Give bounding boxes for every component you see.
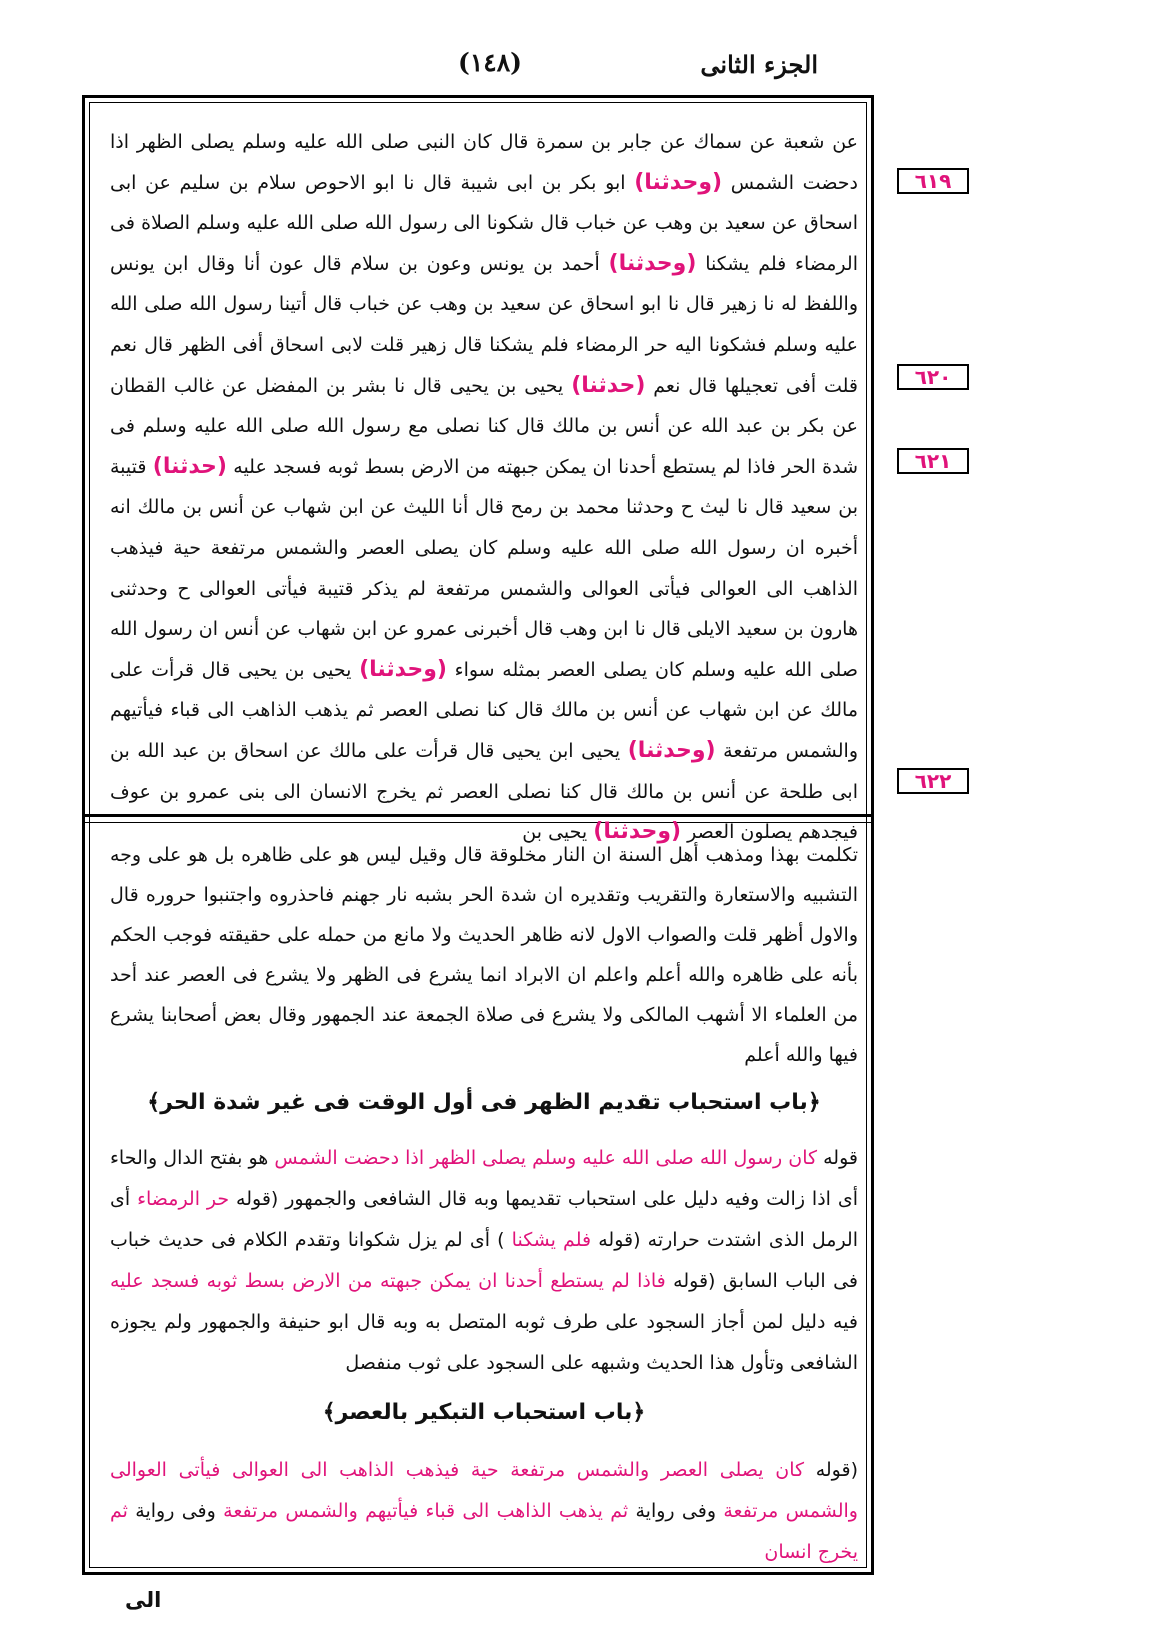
hadith-number-621: ٦٢١ xyxy=(897,448,969,474)
matn-part: عن شعبة عن سماك عن جابر بن سمرة قال كان النبى صلى الله عليه وسلم يصلى الظهر اذا دحضت الشمس xyxy=(110,131,859,194)
quoted-matn: فلم يشكنا xyxy=(511,1229,592,1251)
chapter-heading-2: ﴿باب استحباب التبكير بالعصر﴾ xyxy=(322,1400,646,1425)
catchword: الى xyxy=(125,1588,162,1612)
matn-part: يحيى بن يحيى قال قرأت على مالك عن ابن شهاب عن أنس بن مالك قال كنا نصلى العصر ثم يذهب الذاهب الى قباء فيأتيهم والشمس مرتفعة xyxy=(110,658,859,762)
hadith-number-620: ٦٢٠ xyxy=(897,364,969,390)
haddathana-marker: (وحدثنا) xyxy=(627,737,716,763)
commentary-text: وفى رواية xyxy=(635,1500,716,1522)
haddathana-marker: (حدثنا) xyxy=(152,453,227,479)
quoted-matn: كان رسول الله صلى الله عليه وسلم يصلى الظهر اذا دحضت الشمس xyxy=(274,1147,818,1169)
page-number: (١٤٨) xyxy=(458,48,522,77)
commentary-text: ) أى لم يزل شكوانا وتقدم الكلام فى حديث خباب فى الباب السابق (قوله xyxy=(110,1229,858,1292)
quoted-matn: فاذا لم يستطع أحدنا ان يمكن جبهته من الارض بسط ثوبه فسجد عليه xyxy=(110,1270,666,1292)
commentary-text: فيه دليل لمن أجاز السجود على طرف ثوبه المتصل به وبه قال ابو حنيفة والجمهور ولم يجوزه الشافعى وتأول هذا الحديث وشبهه على السجود على ثوب منفصل xyxy=(110,1311,858,1374)
quoted-matn: كان يصلى العصر والشمس مرتفعة حية فيذهب الذاهب الى العوالى فيأتى العوالى والشمس مرتفعة xyxy=(110,1459,858,1522)
commentary-text: قوله xyxy=(823,1147,858,1169)
matn-hadith-text xyxy=(110,122,859,845)
quoted-matn: ثم يذهب الذاهب الى قباء فيأتيهم والشمس مرتفعة xyxy=(223,1500,629,1522)
hadith-number-622: ٦٢٢ xyxy=(897,768,969,794)
matn-part: يحيى ابن يحيى قال قرأت على مالك عن اسحاق بن عبد الله بن ابى طلحة عن أنس بن مالك قال كنا نصلى العصر ثم يخرج الانسان الى بنى عمرو بن عوف فيجدهم يصلون العصر xyxy=(110,739,858,844)
commentary-text: هو بفتح الدال والحاء أى اذا زالت وفيه دليل على استحباب تقديمها وبه قال الشافعى والجمهور (قوله xyxy=(110,1147,858,1210)
hadith-number-619: ٦١٩ xyxy=(897,168,969,194)
chapter-heading-1: ﴿باب استحباب تقديم الظهر فى أول الوقت فى غير شدة الحر﴾ xyxy=(147,1090,821,1115)
haddathana-marker: (وحدثنا) xyxy=(359,656,447,682)
matn-part: قتيبة بن سعيد قال نا ليث ح وحدثنا محمد بن رمح قال أنا الليث عن ابن شهاب عن أنس بن مالك انه أخبره ان رسول الله صلى الله عليه وسلم كان يصلى العصر والشمس مرتفعة حية فيذهب الذاهب الى العوالى فيأتى العوالى والشمس مرتفعة لم يذكر قتيبة فيأتى العوالى ح وحدثنى هارون بن سعيد الايلى قال نا ابن وهب قال أخبرنى عمرو عن ابن شهاب عن أنس ان رسول الله صلى الله عليه وسلم كان يصلى العصر بمثله سواء xyxy=(110,455,858,681)
commentary-text: أى الرمل الذى اشتدت حرارته (قوله xyxy=(110,1188,858,1251)
commentary-text: وفى رواية xyxy=(135,1500,216,1522)
matn-part: ابو بكر بن ابى شيبة قال نا ابو الاحوص سلام بن سليم عن ابى اسحاق عن سعيد بن وهب عن خباب قال شكونا الى رسول الله صلى الله عليه وسلم الصلاة فى الرمضاء فلم يشكنا xyxy=(110,171,858,275)
commentary-paragraph-1: تكلمت بهذا ومذهب أهل السنة ان النار مخلوقة قال وقيل ليس هو على ظاهره بل هو على وجه التشبيه والاستعارة والتقريب وتقديره ان شدة الحر بشبه نار جهنم فاحذروه واجتنبوا حروره قال والاول أظهر قلت والصواب الاول لانه ظاهر الحديث ولا مانع من حمله على حقيقته فوجب الحكم بأنه على ظاهره والله أعلم واعلم ان الابراد انما يشرع فى الظهر ولا يشرع فى العصر عند أحد من العلماء الا أشهب المالكى ولا يشرع فى صلاة الجمعة عند الجمهور وقال بعض أصحابنا يشرع فيها والله أعلم xyxy=(110,844,858,1066)
haddathana-marker: (وحدثنا) xyxy=(608,250,697,276)
haddathana-marker: (وحدثنا) xyxy=(593,819,682,845)
haddathana-marker: (وحدثنا) xyxy=(634,169,723,195)
quoted-matn: ثم يخرج انسان xyxy=(110,1500,858,1563)
volume-title: الجزء الثانى xyxy=(700,50,818,79)
matn-part: يحيى بن يحيى قال نا بشر بن المفضل عن غالب القطان عن بكر بن عبد الله عن أنس بن مالك قال كنا نصلى مع رسول الله صلى الله عليه وسلم فى شدة الحر فاذا لم يستطع أحدنا ان يمكن جبهته من الارض بسط ثوبه فسجد عليه xyxy=(110,374,858,478)
commentary-paragraph-2 xyxy=(110,1138,858,1374)
haddathana-marker: (حدثنا) xyxy=(571,372,646,398)
commentary-paragraph-3 xyxy=(110,1450,858,1563)
matn-part: يحيى بن xyxy=(522,821,588,844)
quoted-matn: حر الرمضاء xyxy=(137,1188,230,1210)
commentary-text: (قوله xyxy=(815,1459,858,1481)
matn-part: أحمد بن يونس وعون بن سلام قال عون أنا وقال ابن يونس واللفظ له نا زهير قال نا ابو اسحاق عن سعيد بن وهب عن خباب قال أتينا رسول الله صلى الله عليه وسلم فشكونا اليه حر الرمضاء فلم يشكنا قال زهير قلت لابى اسحاق أفى الظهر قال نعم قلت أفى تعجيلها قال نعم xyxy=(110,252,859,397)
